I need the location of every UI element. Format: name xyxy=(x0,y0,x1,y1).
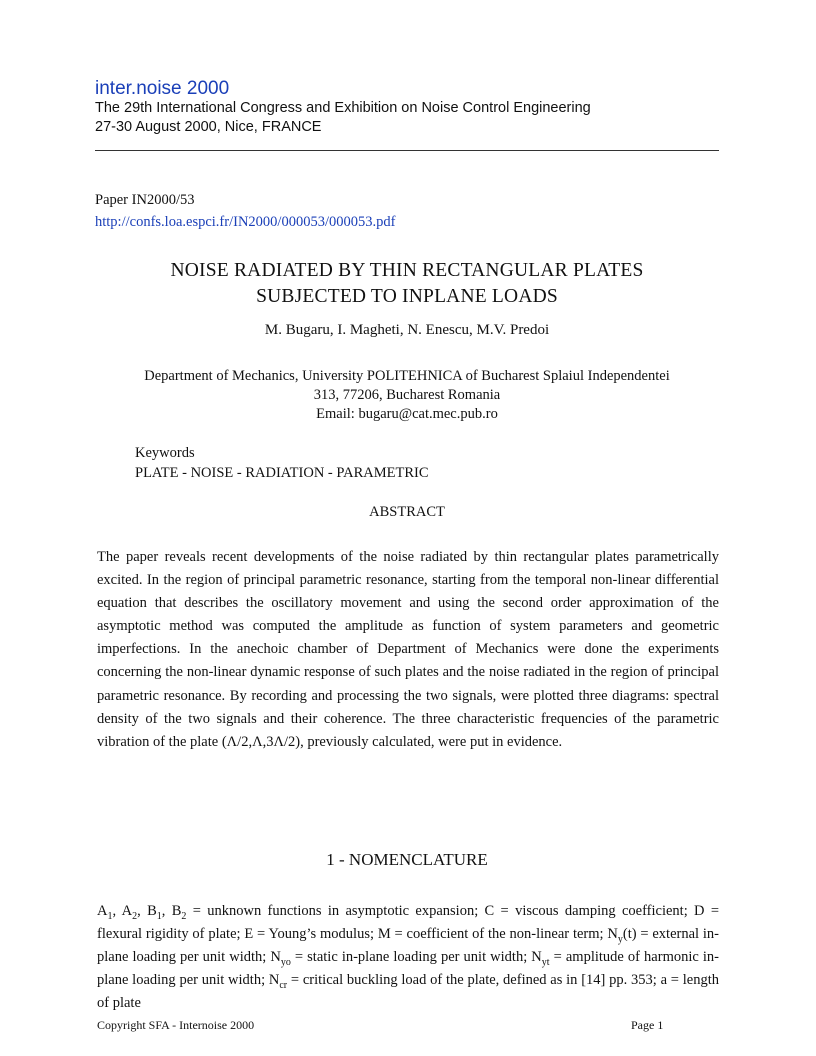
conference-dates: 27-30 August 2000, Nice, FRANCE xyxy=(95,119,322,135)
footer-copyright: Copyright SFA - Internoise 2000 xyxy=(97,1018,255,1032)
header-divider xyxy=(95,150,719,151)
paper-title xyxy=(95,258,719,310)
affiliation xyxy=(95,367,719,424)
paper-id: Paper IN2000/53 xyxy=(95,192,195,208)
abstract-body: The paper reveals recent developments of the noise radiated by thin rectangular plates parametrically excited. In the region of principal parametric resonance, starting from the temporal non-linear differential equation that describes the oscillatory movement and using the second order approximation of the asymptotic method was computed the amplitude as function of system parameters and geometric imperfections. In the anechoic chamber of Department of Mechanics were done the experiments concerning the non-linear dynamic response of such plates and the noise radiated in the region of principal parametric resonance. By recording and processing the two signals, were plotted three diagrams: spectral density of the two signals and their coherence. The three characteristic frequencies of the parametric vibration of the plate (Λ/2,Λ,3Λ/2), previously calculated, were put in evidence. xyxy=(97,549,719,750)
title-line-2: SUBJECTED TO INPLANE LOADS xyxy=(256,286,558,307)
conference-subtitle: The 29th International Congress and Exhibition on Noise Control Engineering xyxy=(95,100,591,116)
nomenclature-body: $A_1$, $A_2$, $B_1$, $B_2$ = unknown functions in asymptotic expansion; C = viscous damping coefficient; D = flexural rigidity of plate; E = Young’s modulus; M = coefficient of the non-linear term; $N_y(t)$ = external in-plane loading per unit width; $N_{yo}$ = static in-plane loading per unit width; $N_{yt}$ = amplitude of harmonic in-plane loading per unit width; $N_{cr}$ = critical buckling load of the plate, defined as in [14] pp. 353; a = length of plate xyxy=(97,903,720,1012)
abstract-heading: ABSTRACT xyxy=(369,504,445,520)
keywords-label: Keywords xyxy=(135,445,195,461)
page-number: Page 1 xyxy=(631,1018,664,1032)
affiliation-line-1: Department of Mechanics, University POLITEHNICA of Bucharest Splaiul Independentei xyxy=(144,368,670,384)
title-line-1: NOISE RADIATED BY THIN RECTANGULAR PLATES xyxy=(170,260,644,281)
paper-url-link[interactable]: http://confs.loa.espci.fr/IN2000/000053/000053.pdf xyxy=(95,214,396,230)
affiliation-line-2: 313, 77206, Bucharest Romania xyxy=(313,387,501,403)
authors: M. Bugaru, I. Magheti, N. Enescu, M.V. Predoi xyxy=(264,322,550,338)
conference-name: inter.noise 2000 xyxy=(95,78,230,99)
section-heading-nomenclature: 1 - NOMENCLATURE xyxy=(326,850,488,869)
keywords-text: PLATE - NOISE - RADIATION - PARAMETRIC xyxy=(135,465,429,481)
author-email: Email: bugaru@cat.mec.pub.ro xyxy=(316,406,498,422)
